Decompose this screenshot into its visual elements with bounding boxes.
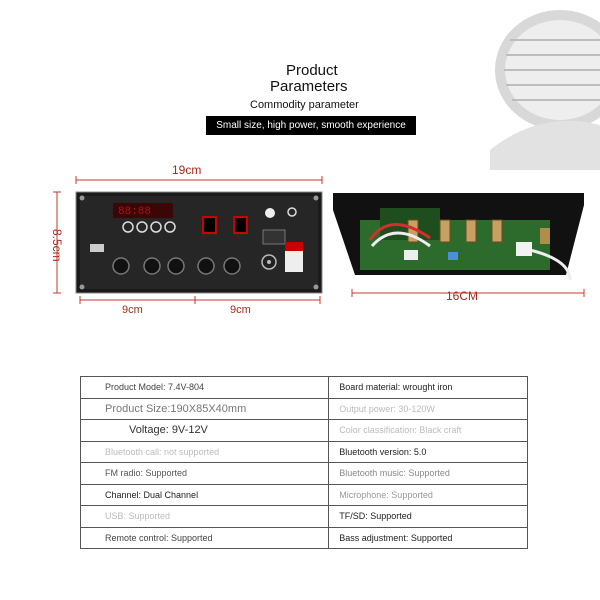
spec-table bbox=[80, 376, 528, 549]
spec-cell: Board material: wrought iron bbox=[329, 377, 528, 399]
page-title-line2: Parameters bbox=[270, 78, 348, 95]
spec-cell: Microphone: Supported bbox=[329, 484, 528, 506]
front-panel-drawing bbox=[76, 192, 322, 293]
spec-cell: Remote control: Supported bbox=[81, 527, 329, 549]
spec-cell: Bluetooth version: 5.0 bbox=[329, 441, 528, 463]
spec-cell: Voltage: 9V-12V bbox=[81, 420, 329, 442]
spec-cell: Output power: 30-120W bbox=[329, 398, 528, 420]
table-row bbox=[81, 420, 528, 442]
table-row bbox=[81, 527, 528, 549]
slogan-banner: Small size, high power, smooth experience bbox=[206, 116, 416, 135]
board-side-drawing bbox=[333, 193, 584, 280]
left-half-dimension-label: 9cm bbox=[122, 304, 143, 316]
spec-cell: Product Size:190X85X40mm bbox=[81, 398, 329, 420]
table-row bbox=[81, 506, 528, 528]
spec-cell: Bluetooth call: not supported bbox=[81, 441, 329, 463]
page-subtitle: Commodity parameter bbox=[250, 99, 359, 111]
table-row bbox=[81, 463, 528, 485]
table-row bbox=[81, 484, 528, 506]
board-width-label: 16CM bbox=[446, 289, 479, 303]
spec-cell: Channel: Dual Channel bbox=[81, 484, 329, 506]
svg-text:88:88: 88:88 bbox=[118, 206, 152, 218]
spec-cell: USB: Supported bbox=[81, 506, 329, 528]
table-row bbox=[81, 398, 528, 420]
spec-cell: Bass adjustment: Supported bbox=[329, 527, 528, 549]
width-dimension-label: 19cm bbox=[172, 163, 202, 177]
right-half-dimension-label: 9cm bbox=[230, 304, 251, 316]
spec-cell: TF/SD: Supported bbox=[329, 506, 528, 528]
table-row bbox=[81, 377, 528, 399]
amplifier-panel-illustrations bbox=[0, 150, 600, 320]
spec-cell: Bluetooth music: Supported bbox=[329, 463, 528, 485]
height-dimension-label: 8.5cm bbox=[50, 229, 64, 262]
spec-cell: FM radio: Supported bbox=[81, 463, 329, 485]
spec-cell: Color classification: Black craft bbox=[329, 420, 528, 442]
spec-cell: Product Model: 7.4V-804 bbox=[81, 377, 329, 399]
microphone-graphic bbox=[470, 0, 600, 170]
table-row bbox=[81, 441, 528, 463]
page-title: Product bbox=[286, 62, 338, 79]
